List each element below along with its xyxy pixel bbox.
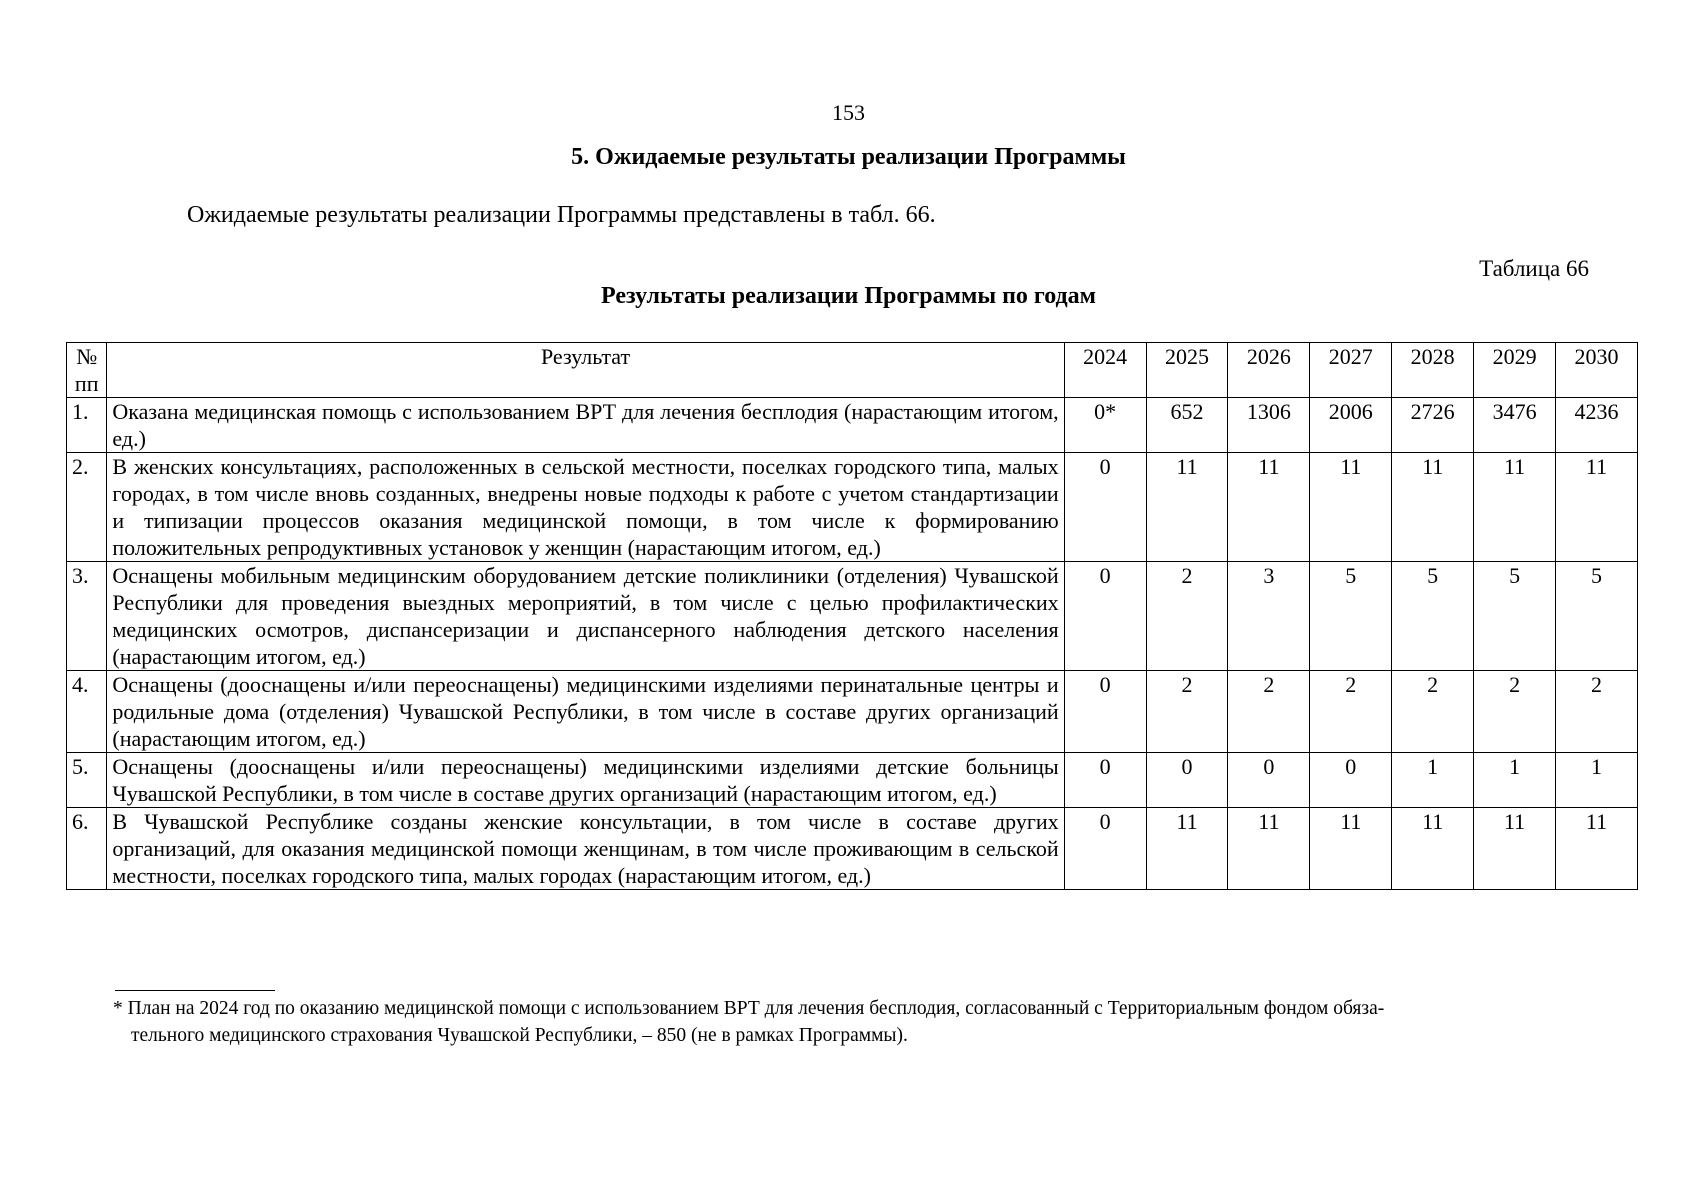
table-row bbox=[67, 562, 1638, 671]
header-result: Результат bbox=[107, 343, 1064, 398]
year-value: 11 bbox=[1228, 808, 1310, 890]
header-year: 2027 bbox=[1310, 343, 1392, 398]
footnote-line-2: тельного медицинского страхования Чувашской Республики, – 850 (не в рамках Программы). bbox=[131, 1025, 908, 1046]
header-year: 2030 bbox=[1556, 343, 1638, 398]
header-year: 2025 bbox=[1146, 343, 1228, 398]
footnote-line-1: * План на 2024 год по оказанию медицинской помощи с использованием ВРТ для лечения бесплодия, согласованный с Территориальным фондом обяза- bbox=[113, 998, 1385, 1019]
year-value: 11 bbox=[1310, 453, 1392, 562]
header-year: 2026 bbox=[1228, 343, 1310, 398]
year-value: 1306 bbox=[1228, 398, 1310, 453]
year-value: 0 bbox=[1064, 753, 1146, 808]
year-value: 0* bbox=[1064, 398, 1146, 453]
year-value: 1 bbox=[1392, 753, 1474, 808]
header-year: 2028 bbox=[1392, 343, 1474, 398]
year-value: 11 bbox=[1392, 453, 1474, 562]
year-value: 2 bbox=[1556, 671, 1638, 753]
row-result: Оснащены (дооснащены и/или переоснащены) медицинскими изделиями перинатальные центры и родильные дома (отделения) Чувашской Республики, в том числе в составе других организаций (нарастающим итогом, ед.) bbox=[107, 671, 1064, 753]
footnote bbox=[113, 995, 1583, 1049]
year-value: 2726 bbox=[1392, 398, 1474, 453]
year-value: 5 bbox=[1474, 562, 1556, 671]
year-value: 2 bbox=[1146, 671, 1228, 753]
header-num: № пп bbox=[67, 343, 107, 398]
year-value: 0 bbox=[1310, 753, 1392, 808]
page-number: 153 bbox=[832, 100, 865, 125]
row-number: 3. bbox=[67, 562, 107, 671]
table-header-row bbox=[67, 343, 1638, 398]
year-value: 0 bbox=[1228, 753, 1310, 808]
year-value: 0 bbox=[1064, 453, 1146, 562]
year-value: 2 bbox=[1146, 562, 1228, 671]
year-value: 11 bbox=[1146, 808, 1228, 890]
results-table bbox=[66, 342, 1638, 890]
table-row bbox=[67, 453, 1638, 562]
year-value: 0 bbox=[1064, 808, 1146, 890]
year-value: 11 bbox=[1556, 808, 1638, 890]
table-row bbox=[67, 753, 1638, 808]
year-value: 11 bbox=[1228, 453, 1310, 562]
row-result: Оснащены (дооснащены и/или переоснащены) медицинскими изделиями детские больницы Чувашской Республики, в том числе в составе других организаций (нарастающим итогом, ед.) bbox=[107, 753, 1064, 808]
year-value: 3476 bbox=[1474, 398, 1556, 453]
year-value: 1 bbox=[1474, 753, 1556, 808]
year-value: 4236 bbox=[1556, 398, 1638, 453]
year-value: 5 bbox=[1392, 562, 1474, 671]
table-row bbox=[67, 671, 1638, 753]
row-result: Оснащены мобильным медицинским оборудованием детские поликлиники (отделения) Чувашской Республики для проведения выездных мероприятий, в том числе с целью профилактических медицинских осмотров, диспансеризации и диспансерного наблюдения детского населения (нарастающим итогом, ед.) bbox=[107, 562, 1064, 671]
header-year: 2024 bbox=[1064, 343, 1146, 398]
table-title: Результаты реализации Программы по годам bbox=[600, 283, 1097, 309]
header-year: 2029 bbox=[1474, 343, 1556, 398]
footnote-divider bbox=[115, 990, 275, 991]
row-result: В Чувашской Республике созданы женские консультации, в том числе в составе других организаций, для оказания медицинской помощи женщинам, в том числе проживающим в сельской местности, поселках городского типа, малых городах (нарастающим итогом, ед.) bbox=[107, 808, 1064, 890]
year-value: 3 bbox=[1228, 562, 1310, 671]
row-number: 5. bbox=[67, 753, 107, 808]
row-number: 6. bbox=[67, 808, 107, 890]
year-value: 5 bbox=[1310, 562, 1392, 671]
year-value: 11 bbox=[1392, 808, 1474, 890]
year-value: 0 bbox=[1064, 671, 1146, 753]
year-value: 2 bbox=[1310, 671, 1392, 753]
year-value: 2 bbox=[1392, 671, 1474, 753]
year-value: 2006 bbox=[1310, 398, 1392, 453]
year-value: 11 bbox=[1474, 453, 1556, 562]
year-value: 11 bbox=[1146, 453, 1228, 562]
row-result: Оказана медицинская помощь с использованием ВРТ для лечения бесплодия (нарастающим итогом, ед.) bbox=[107, 398, 1064, 453]
section-title: 5. Ожидаемые результаты реализации Программы bbox=[571, 144, 1126, 170]
year-value: 11 bbox=[1474, 808, 1556, 890]
year-value: 2 bbox=[1228, 671, 1310, 753]
table-row bbox=[67, 808, 1638, 890]
row-number: 2. bbox=[67, 453, 107, 562]
year-value: 0 bbox=[1146, 753, 1228, 808]
row-result: В женских консультациях, расположенных в сельской местности, поселках городского типа, малых городах, в том числе вновь созданных, внедрены новые подходы к работе с учетом стандартизации и типизации процессов оказания медицинской помощи, в том числе к формированию положительных репродуктивных установок у женщин (нарастающим итогом, ед.) bbox=[107, 453, 1064, 562]
table-number: Таблица 66 bbox=[1479, 256, 1589, 281]
row-number: 4. bbox=[67, 671, 107, 753]
table-row bbox=[67, 398, 1638, 453]
intro-text: Ожидаемые результаты реализации Программы представлены в табл. 66. bbox=[187, 202, 936, 228]
year-value: 11 bbox=[1556, 453, 1638, 562]
year-value: 1 bbox=[1556, 753, 1638, 808]
year-value: 5 bbox=[1556, 562, 1638, 671]
year-value: 11 bbox=[1310, 808, 1392, 890]
year-value: 0 bbox=[1064, 562, 1146, 671]
row-number: 1. bbox=[67, 398, 107, 453]
year-value: 652 bbox=[1146, 398, 1228, 453]
year-value: 2 bbox=[1474, 671, 1556, 753]
